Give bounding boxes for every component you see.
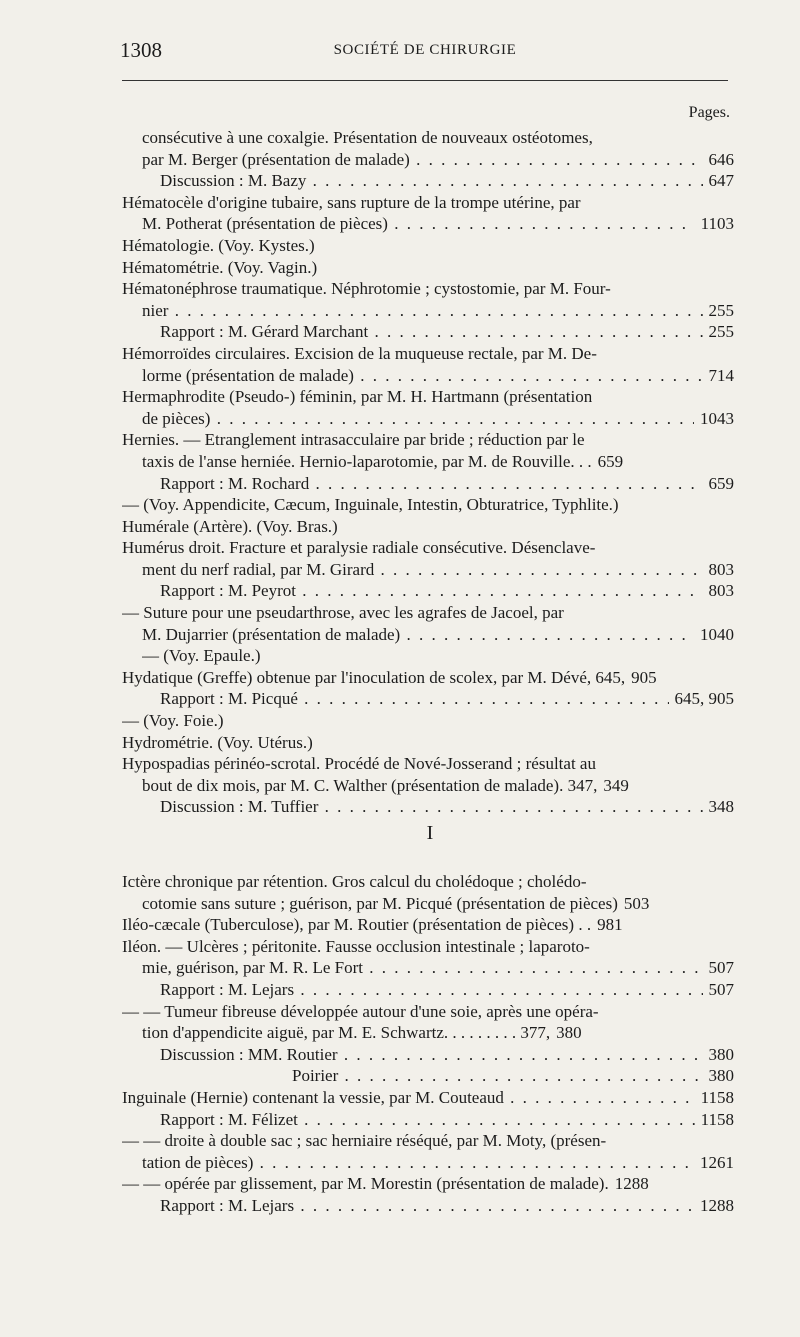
index-line [122, 192, 734, 214]
index-line [122, 559, 734, 581]
index-line [122, 537, 734, 559]
entry-text: Rapport : M. Peyrot . . . [160, 580, 703, 602]
entry-text: Discussion : M. Tuffier . . . [160, 796, 703, 818]
entry-text: ment du nerf radial, par M. Girard . . . [142, 559, 703, 581]
page-ref: 659 [597, 451, 624, 471]
index-entries-i [122, 871, 734, 1217]
index-line [122, 408, 734, 430]
page-ref: 645, 905 [674, 689, 734, 709]
index-line [122, 775, 734, 797]
index-line [122, 914, 734, 936]
entry-text: Hermaphrodite (Pseudo-) féminin, par M. H. Hartmann (présentation [122, 387, 593, 407]
entry-text: M. Dujarrier (présentation de malade) . . . [142, 624, 694, 646]
page-ref: 380 [708, 1066, 734, 1086]
entry-text: Hématocèle d'origine tubaire, sans rupture de la trompe utérine, par [122, 192, 581, 212]
index-line [122, 871, 734, 893]
index-line [122, 494, 734, 516]
page-ref: 803 [708, 581, 734, 601]
page-ref: 803 [708, 559, 734, 579]
entry-text: Poirier . . . [292, 1065, 703, 1087]
entry-text: Iléo-cæcale (Tuberculose), par M. Routier (présentation de pièces) . . [122, 915, 592, 935]
pages-column-label: Pages. [688, 104, 730, 121]
page-ref: 1158 [700, 1087, 734, 1107]
entry-text: de pièces) . . . [142, 408, 694, 430]
index-line [122, 300, 734, 322]
index-line [122, 580, 734, 602]
index-line [122, 1044, 734, 1066]
page-ref: 255 [708, 300, 734, 320]
entry-text: Humérus droit. Fracture et paralysie radiale consécutive. Désenclave- [122, 538, 596, 558]
entry-text: Hernies. — Etranglement intrasacculaire par bride ; réduction par le [122, 430, 585, 450]
page-ref: 647 [708, 171, 734, 191]
entry-text: Inguinale (Hernie) contenant la vessie, par M. Couteaud . . . [122, 1087, 695, 1109]
page-ref: 507 [708, 979, 734, 999]
index-line [122, 979, 734, 1001]
index-line [122, 936, 734, 958]
entry-text: tation de pièces) . . . [142, 1152, 694, 1174]
index-line [122, 893, 734, 915]
index-line [122, 386, 734, 408]
page-ref: 1288 [614, 1174, 649, 1194]
entry-text: Hypospadias périnéo-scrotal. Procédé de Nové-Josserand ; résultat au [122, 754, 596, 774]
index-line [122, 321, 734, 343]
entry-text: mie, guérison, par M. R. Le Fort . . . [142, 957, 703, 979]
index-line [122, 1087, 734, 1109]
entry-text: Hématométrie. (Voy. Vagin.) [122, 257, 318, 277]
entry-text: — — opérée par glissement, par M. Morestin (présentation de malade). [122, 1174, 609, 1194]
page-ref: 981 [597, 915, 623, 935]
index-line [122, 796, 734, 818]
index-line [122, 688, 734, 710]
entry-text: lorme (présentation de malade) . . . [142, 365, 703, 387]
index-line [122, 170, 734, 192]
index-line [122, 1109, 734, 1131]
page-ref: 348 [708, 797, 734, 817]
index-line [122, 235, 734, 257]
entry-text: — (Voy. Foie.) [122, 711, 224, 731]
running-title: SOCIÉTÉ DE CHIRURGIE [333, 42, 517, 58]
entry-text: — (Voy. Appendicite, Cæcum, Inguinale, Intestin, Obturatrice, Typhlite.) [122, 495, 619, 515]
index-line [122, 602, 734, 624]
index-line [122, 149, 734, 171]
entry-text: — (Voy. Epaule.) [142, 646, 261, 666]
page-header [120, 38, 730, 68]
entry-text: consécutive à une coxalgie. Présentation de nouveaux ostéotomes, [142, 128, 593, 147]
page-ref: 380 [708, 1044, 734, 1064]
header-rule [122, 80, 728, 81]
page-ref: 646 [708, 149, 734, 169]
entry-text: Rapport : M. Picqué . . . [160, 688, 669, 710]
page-ref: 659 [708, 473, 734, 493]
index-line [122, 732, 734, 754]
page-ref: 1043 [700, 408, 734, 428]
index-line [122, 343, 734, 365]
entry-text: Hydatique (Greffe) obtenue par l'inoculation de scolex, par M. Dévé, 645, [122, 667, 626, 687]
index-line [122, 1152, 734, 1174]
entry-text: Rapport : M. Gérard Marchant . . . [160, 321, 703, 343]
entry-text: Iléon. — Ulcères ; péritonite. Fausse occlusion intestinale ; laparoto- [122, 936, 590, 956]
entry-text: tion d'appendicite aiguë, par M. E. Schwartz. . . . . . . . . 377, [142, 1023, 551, 1043]
page-ref: 503 [623, 893, 650, 913]
page-ref: 905 [631, 667, 657, 687]
index-line [122, 1195, 734, 1217]
index-line [122, 1130, 734, 1152]
index-line [122, 645, 734, 667]
index-line [122, 1065, 734, 1087]
entry-text: Rapport : M. Lejars . . . [160, 979, 703, 1001]
entry-text: — — Tumeur fibreuse développée autour d'une soie, après une opéra- [122, 1001, 599, 1021]
index-line [122, 473, 734, 495]
entry-text: Ictère chronique par rétention. Gros calcul du cholédoque ; cholédo- [122, 872, 587, 891]
page-ref: 255 [708, 322, 734, 342]
entry-text: M. Potherat (présentation de pièces) . . . [142, 213, 695, 235]
entry-text: — Suture pour une pseudarthrose, avec les agrafes de Jacoel, par [122, 603, 564, 623]
page-number: 1308 [120, 38, 162, 62]
entry-text: Rapport : M. Rochard . . . [160, 473, 703, 495]
entry-text: Humérale (Artère). (Voy. Bras.) [122, 516, 338, 536]
entry-text: Discussion : MM. Routier . . . [160, 1044, 703, 1066]
index-line [122, 624, 734, 646]
section-letter: I [426, 822, 434, 844]
page-ref: 1261 [700, 1152, 734, 1172]
page-ref: 714 [708, 365, 734, 385]
index-line [122, 1173, 734, 1195]
index-line [122, 278, 734, 300]
entry-text: nier . . . [142, 300, 703, 322]
entry-text: — — droite à double sac ; sac herniaire réséqué, par M. Moty, (présen- [122, 1131, 607, 1151]
entry-text: Hydrométrie. (Voy. Utérus.) [122, 732, 313, 752]
index-line [122, 667, 734, 689]
entry-text: Hématonéphrose traumatique. Néphrotomie ; cystostomie, par M. Four- [122, 279, 611, 299]
index-line [122, 710, 734, 732]
entry-text: cotomie sans suture ; guérison, par M. Picqué (présentation de pièces) [142, 893, 618, 913]
entry-text: Rapport : M. Félizet . . . [160, 1109, 695, 1131]
entry-text: Rapport : M. Lejars . . . [160, 1195, 694, 1217]
index-line [122, 451, 734, 473]
index-line [122, 753, 734, 775]
entry-text: taxis de l'anse herniée. Hernio-laparotomie, par M. de Rouville. . . [142, 451, 592, 471]
index-line [122, 957, 734, 979]
page-ref: 507 [708, 958, 734, 978]
index-entries-h [122, 127, 734, 818]
entry-text: Discussion : M. Bazy . . . [160, 170, 703, 192]
entry-text: Hématologie. (Voy. Kystes.) [122, 235, 315, 255]
index-line [122, 1001, 734, 1023]
page-ref: 380 [556, 1023, 582, 1043]
index-line [122, 365, 734, 387]
entry-text: Hémorroïdes circulaires. Excision de la muqueuse rectale, par M. De- [122, 343, 597, 363]
index-line [122, 257, 734, 279]
index-line [122, 516, 734, 538]
page-ref: 1158 [700, 1109, 734, 1129]
page-ref: 349 [603, 775, 629, 795]
page-ref: 1103 [700, 214, 734, 234]
page-ref: 1040 [700, 624, 734, 644]
entry-text: par M. Berger (présentation de malade) . . . [142, 149, 703, 171]
index-line [122, 127, 734, 149]
page-ref: 1288 [700, 1195, 734, 1215]
index-line [122, 1022, 734, 1044]
index-line [122, 213, 734, 235]
entry-text: bout de dix mois, par M. C. Walther (présentation de malade). 347, [142, 775, 598, 795]
index-line [122, 429, 734, 451]
